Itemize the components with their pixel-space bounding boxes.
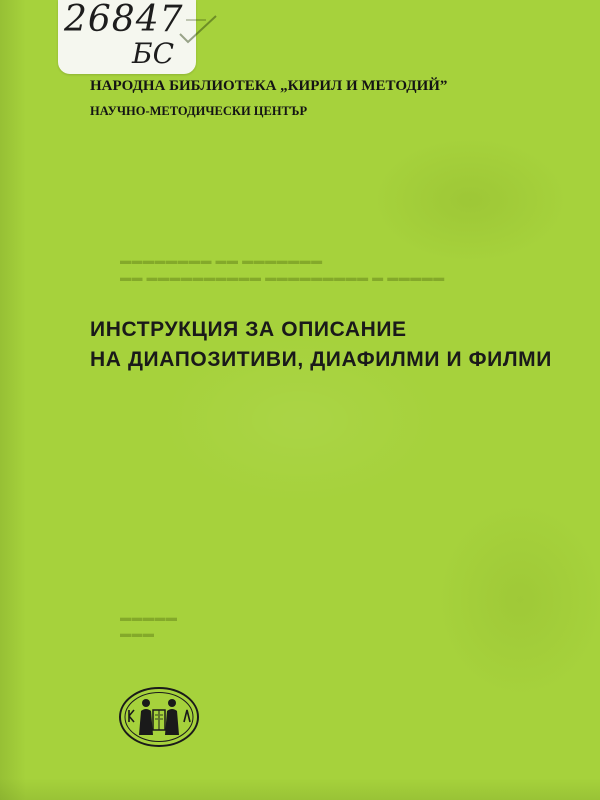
bleed-through-text: ▬▬ ▬▬▬▬▬▬▬▬▬▬ ▬▬▬▬▬▬▬▬▬ ▬ ▬▬▬▬▬ <box>120 272 445 284</box>
shelf-mark-number: 26847 <box>64 0 184 40</box>
shelf-mark-code: БС <box>132 37 174 70</box>
center-name: НАУЧНО-МЕТОДИЧЕСКИ ЦЕНТЪР <box>90 104 308 118</box>
cover-bottom-shadow <box>0 778 600 800</box>
book-title-line-2: НА ДИАПОЗИТИВИ, ДИАФИЛМИ И ФИЛМИ <box>90 348 552 371</box>
bleed-through-text: ▬▬▬ <box>120 628 155 640</box>
bleed-through-text: ▬▬▬▬▬▬▬▬ ▬▬ ▬▬▬▬▬▬▬ <box>120 255 323 267</box>
institution-name: НАРОДНА БИБЛИОТЕКА „КИРИЛ И МЕТОДИЙ” <box>90 78 448 94</box>
book-title-line-1: ИНСТРУКЦИЯ ЗА ОПИСАНИЕ <box>90 318 407 341</box>
library-emblem-icon <box>118 686 200 748</box>
bleed-through-text: ▬▬▬▬▬ <box>120 612 178 624</box>
pen-check-mark-icon <box>176 12 224 48</box>
cover-edge-shadow <box>0 0 26 800</box>
